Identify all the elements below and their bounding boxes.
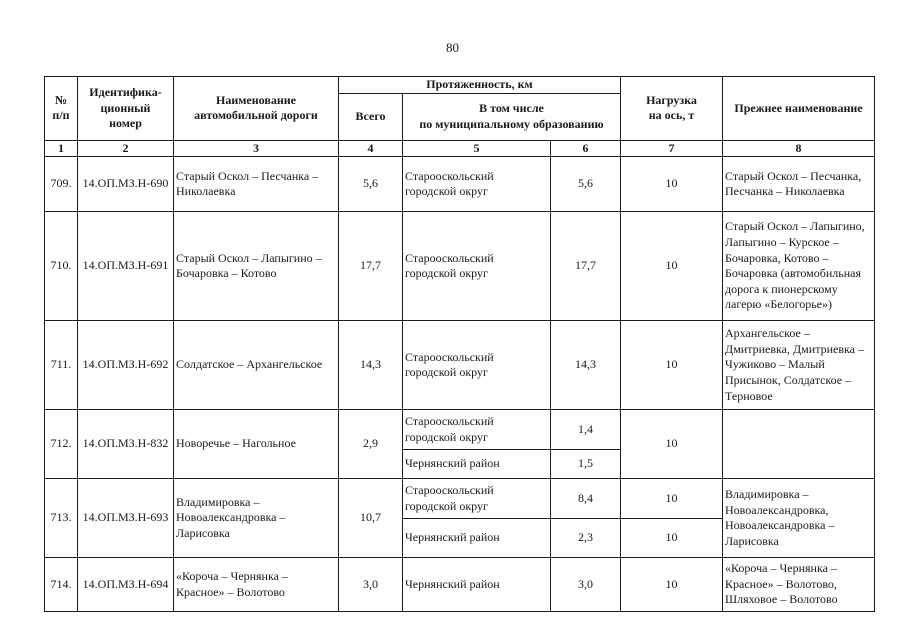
axle-load: 10 [621,321,723,410]
former-name: Архангельское – Дмитриевка, Дмитриевка – Чужиково – Малый Присынок, Солдатское – Терновое [723,321,875,410]
header-former-name: Прежнее наименование [723,77,875,141]
column-number: 1 [45,140,78,157]
municipality-length: 17,7 [551,212,621,321]
former-name: Старый Оскол – Лапыгино, Лапыгино – Курское – Бочаровка, Котово – Бочаровка (автомобильная дорога к пионерскому лагерю «Белогорье») [723,212,875,321]
road-name: Старый Оскол – Песчанка – Николаевка [174,157,339,212]
table-row [45,157,875,212]
road-name: «Короча – Чернянка – Красное» – Волотово [174,558,339,612]
municipality-name: Старооскольский городской округ [403,321,551,410]
total-length: 2,9 [339,410,403,479]
row-number: 712. [45,410,78,479]
row-number: 711. [45,321,78,410]
axle-load: 10 [621,479,723,519]
header-road-name: Наименование автомобильной дороги [174,77,339,141]
road-id: 14.ОП.МЗ.Н-691 [78,212,174,321]
total-length: 3,0 [339,558,403,612]
header-num: № п/п [45,77,78,141]
road-id: 14.ОП.МЗ.Н-832 [78,410,174,479]
municipality-length: 1,4 [551,410,621,450]
column-number: 6 [551,140,621,157]
road-name: Владимировка – Новоалександровка – Ларисовка [174,479,339,558]
municipality-name: Чернянский район [403,450,551,479]
axle-load: 10 [621,410,723,479]
municipality-name: Старооскольский городской округ [403,410,551,450]
municipality-name: Старооскольский городской округ [403,157,551,212]
municipality-name: Старооскольский городской округ [403,212,551,321]
former-name: Старый Оскол – Песчанка, Песчанка – Николаевка [723,157,875,212]
road-name: Новоречье – Нагольное [174,410,339,479]
municipality-name: Старооскольский городской округ [403,479,551,519]
column-number: 5 [403,140,551,157]
total-length: 14,3 [339,321,403,410]
column-number-row [45,140,875,157]
roads-table [44,76,875,612]
total-length: 10,7 [339,479,403,558]
axle-load: 10 [621,157,723,212]
former-name: Владимировка – Новоалександровка, Новоалександровка – Ларисовка [723,479,875,558]
road-id: 14.ОП.МЗ.Н-690 [78,157,174,212]
municipality-length: 8,4 [551,479,621,519]
header-municipal: В том числе по муниципальному образованию [403,93,621,140]
header-length-group: Протяженность, км [339,77,621,94]
table-row [45,410,875,450]
road-id: 14.ОП.МЗ.Н-694 [78,558,174,612]
row-number: 714. [45,558,78,612]
former-name [723,410,875,479]
municipality-length: 2,3 [551,519,621,558]
former-name: «Короча – Чернянка – Красное» – Волотово, Шляховое – Волотово [723,558,875,612]
column-number: 3 [174,140,339,157]
row-number: 710. [45,212,78,321]
municipality-name: Чернянский район [403,519,551,558]
road-id: 14.ОП.МЗ.Н-693 [78,479,174,558]
municipality-length: 3,0 [551,558,621,612]
municipality-length: 1,5 [551,450,621,479]
municipality-length: 14,3 [551,321,621,410]
road-name: Старый Оскол – Лапыгино – Бочаровка – Котово [174,212,339,321]
column-number: 7 [621,140,723,157]
axle-load: 10 [621,558,723,612]
header-axle-load: Нагрузка на ось, т [621,77,723,141]
road-id: 14.ОП.МЗ.Н-692 [78,321,174,410]
table-row [45,212,875,321]
table-row [45,321,875,410]
row-number: 709. [45,157,78,212]
row-number: 713. [45,479,78,558]
axle-load: 10 [621,212,723,321]
header-ident: Идентифика- ционный номер [78,77,174,141]
municipality-length: 5,6 [551,157,621,212]
column-number: 4 [339,140,403,157]
total-length: 5,6 [339,157,403,212]
column-number: 8 [723,140,875,157]
total-length: 17,7 [339,212,403,321]
table-row [45,479,875,519]
table-row [45,558,875,612]
page-number: 80 [446,40,459,55]
road-name: Солдатское – Архангельское [174,321,339,410]
municipality-name: Чернянский район [403,558,551,612]
header-row [45,77,875,94]
column-number: 2 [78,140,174,157]
header-total: Всего [339,93,403,140]
axle-load: 10 [621,519,723,558]
